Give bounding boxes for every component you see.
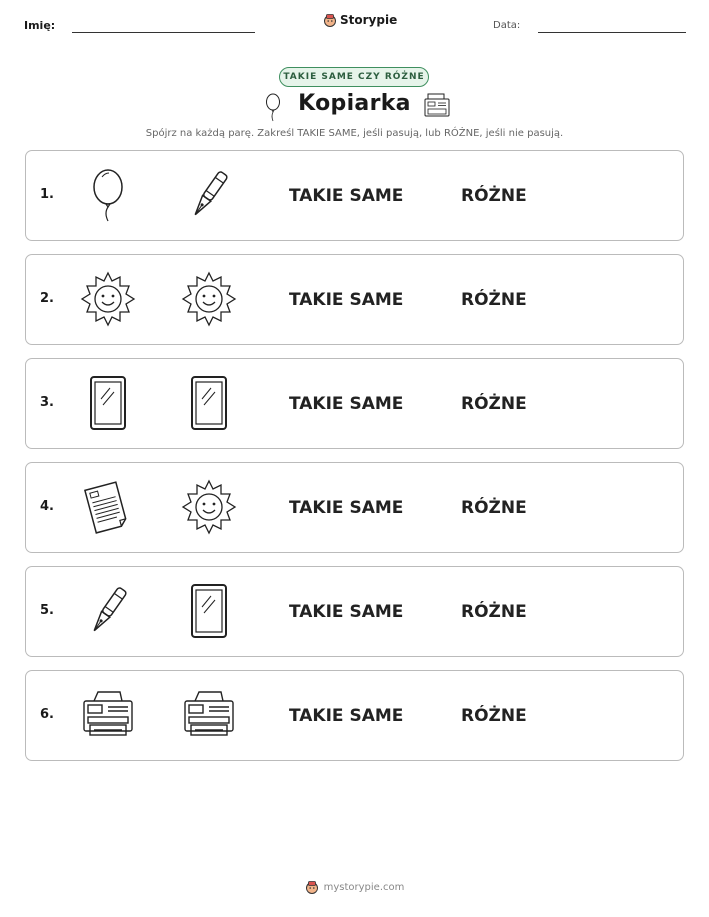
exercise-row <box>25 254 684 345</box>
worksheet-header <box>0 0 709 50</box>
tablet-icon <box>179 580 239 642</box>
sun-icon <box>179 476 239 538</box>
different-option[interactable]: RÓŻNE <box>461 498 527 518</box>
name-label: Imię: <box>24 19 56 32</box>
row-number: 1. <box>40 187 54 202</box>
same-option[interactable]: TAKIE SAME <box>289 602 404 622</box>
row-number: 2. <box>40 291 54 306</box>
same-option[interactable]: TAKIE SAME <box>289 706 404 726</box>
row-number: 5. <box>40 603 54 618</box>
same-option[interactable]: TAKIE SAME <box>289 186 404 206</box>
page-title: Kopiarka <box>298 91 411 116</box>
same-option[interactable]: TAKIE SAME <box>289 498 404 518</box>
different-option[interactable]: RÓŻNE <box>461 706 527 726</box>
balloon-icon <box>78 164 138 226</box>
row-number: 6. <box>40 707 54 722</box>
brand-name: Storypie <box>340 13 398 27</box>
copier-icon <box>423 93 451 119</box>
date-label: Data: <box>493 20 521 31</box>
exercise-row <box>25 462 684 553</box>
sun-icon <box>78 268 138 330</box>
different-option[interactable]: RÓŻNE <box>461 186 527 206</box>
brand-logo <box>323 13 397 27</box>
footer <box>0 880 709 894</box>
title-row <box>0 90 709 122</box>
tablet-icon <box>78 372 138 434</box>
storypie-icon <box>323 13 337 27</box>
pen-icon <box>179 164 239 226</box>
exercise-row <box>25 670 684 761</box>
sun-icon <box>179 268 239 330</box>
instructions: Spójrz na każdą parę. Zakreśl TAKIE SAME, jeśli pasują, lub RÓŻNE, jeśli nie pasują. <box>145 128 564 139</box>
different-option[interactable]: RÓŻNE <box>461 602 527 622</box>
exercise-row <box>25 150 684 241</box>
date-line[interactable] <box>538 32 686 33</box>
copier-icon <box>78 684 138 746</box>
paper-icon <box>78 476 138 538</box>
pen-icon <box>78 580 138 642</box>
exercise-row <box>25 358 684 449</box>
footer-url[interactable]: mystorypie.com <box>323 881 405 893</box>
same-option[interactable]: TAKIE SAME <box>289 394 404 414</box>
name-line[interactable] <box>72 32 255 33</box>
different-option[interactable]: RÓŻNE <box>461 290 527 310</box>
topic-badge: TAKIE SAME CZY RÓŻNE <box>279 67 429 87</box>
copier-icon <box>179 684 239 746</box>
storypie-icon <box>305 880 319 894</box>
same-option[interactable]: TAKIE SAME <box>289 290 404 310</box>
row-number: 3. <box>40 395 54 410</box>
exercise-row <box>25 566 684 657</box>
tablet-icon <box>179 372 239 434</box>
row-number: 4. <box>40 499 54 514</box>
different-option[interactable]: RÓŻNE <box>461 394 527 414</box>
